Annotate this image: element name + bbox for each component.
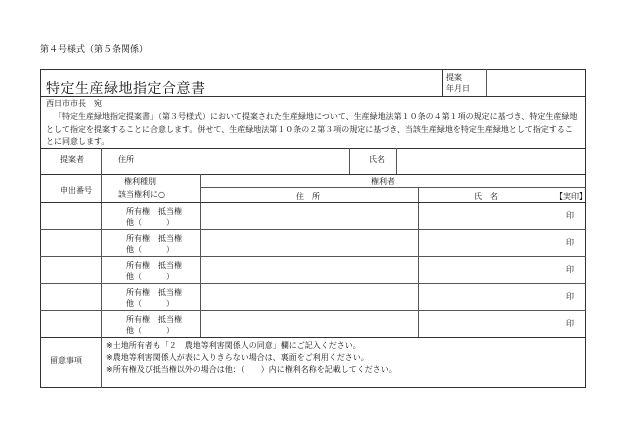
proposer-name-label: 氏名 bbox=[369, 155, 385, 164]
col-header-holder: 権利者 bbox=[371, 177, 395, 186]
row-1-number-field[interactable] bbox=[41, 203, 100, 228]
row-2-seal: 印 bbox=[566, 238, 574, 247]
date-box-divider bbox=[442, 69, 443, 96]
proposal-date-field[interactable] bbox=[488, 71, 583, 93]
row-1-rights-type[interactable]: 所有権 抵当権 bbox=[126, 207, 182, 216]
agreement-text-line-2: として指定を提案することに合意します。併せて、生産緑地法第１０条の２第３項の規定に基づき、当該生産緑地を特定生産緑地として指定するこ bbox=[46, 124, 573, 134]
row-5-rights-other[interactable]: 他（ ） bbox=[126, 326, 174, 335]
agreement-text-line-1: 「特定生産緑地指定提案書」（第３号様式）において提案された生産緑地について、生産緑地法第１０条の４第１項の規定に基づき、特定生産緑地 bbox=[54, 112, 578, 121]
row-1-name-field[interactable] bbox=[420, 203, 560, 228]
row-3-seal: 印 bbox=[566, 265, 574, 274]
col-header-address: 住 所 bbox=[296, 192, 320, 201]
note-line-3: ※所有権及び抵当権以外の場合は他：（ ）内に権利名称を記載してください。 bbox=[106, 365, 397, 374]
row-3-rights-other[interactable]: 他（ ） bbox=[126, 272, 174, 281]
row-1-address-field[interactable] bbox=[202, 203, 416, 228]
note-line-1: ※土地所有者も「２ 農地等利害関係人の同意」欄にご記入ください。 bbox=[106, 341, 361, 350]
proposer-name-field[interactable] bbox=[398, 150, 583, 172]
row-5-address-field[interactable] bbox=[202, 311, 416, 336]
row-5-seal: 印 bbox=[566, 319, 574, 328]
date-label-ymd: 年月日 bbox=[446, 84, 470, 93]
proposer-divider-1 bbox=[101, 148, 102, 174]
row-4-number-field[interactable] bbox=[41, 284, 100, 309]
row-3-name-field[interactable] bbox=[420, 257, 560, 282]
row-1-seal: 印 bbox=[566, 211, 574, 220]
col-header-number: 申出番号 bbox=[60, 186, 92, 195]
proposer-address-label: 住所 bbox=[118, 155, 134, 164]
note-line-2: ※農地等利害関係人が表に入りきらない場合は、裏面をご利用ください。 bbox=[106, 353, 369, 362]
row-4-seal: 印 bbox=[566, 292, 574, 301]
col-header-name: 氏 名 bbox=[474, 192, 498, 201]
row-2-rights-other[interactable]: 他（ ） bbox=[126, 245, 174, 254]
row-2-address-field[interactable] bbox=[202, 230, 416, 255]
row-2-number-field[interactable] bbox=[41, 230, 100, 255]
proposer-bottom-line bbox=[40, 174, 586, 175]
proposer-address-field[interactable] bbox=[138, 150, 346, 172]
agreement-text-line-3: とに同意します。 bbox=[46, 137, 110, 146]
row-3-number-field[interactable] bbox=[41, 257, 100, 282]
agreement-text bbox=[46, 111, 582, 149]
col-header-seal: 【実印】 bbox=[555, 192, 587, 201]
notes-divider bbox=[101, 337, 102, 388]
holder-subheader-line bbox=[200, 187, 586, 188]
row-1-rights-other[interactable]: 他（ ） bbox=[126, 218, 174, 227]
row-4-rights-type[interactable]: 所有権 抵当権 bbox=[126, 288, 182, 297]
row-2-rights-type[interactable]: 所有権 抵当権 bbox=[126, 234, 182, 243]
row-4-rights-other[interactable]: 他（ ） bbox=[126, 299, 174, 308]
proposer-divider-3 bbox=[396, 148, 397, 174]
proposer-divider-2 bbox=[349, 148, 350, 174]
notes-label: 留意事項 bbox=[50, 356, 82, 365]
row-4-name-field[interactable] bbox=[420, 284, 560, 309]
row-5-bottom bbox=[40, 337, 586, 338]
form-number: 第４号様式（第５条関係） bbox=[40, 45, 149, 55]
row-5-name-field[interactable] bbox=[420, 311, 560, 336]
addressee: 西日市市長 宛 bbox=[46, 99, 102, 108]
row-4-address-field[interactable] bbox=[202, 284, 416, 309]
row-5-rights-type[interactable]: 所有権 抵当権 bbox=[126, 315, 182, 324]
title-divider bbox=[40, 96, 586, 97]
date-box-inner-divider bbox=[486, 69, 487, 96]
row-3-address-field[interactable] bbox=[202, 257, 416, 282]
date-label-proposal: 提案 bbox=[446, 73, 462, 82]
proposer-label: 提案者 bbox=[60, 155, 84, 164]
col-divider-address bbox=[418, 187, 419, 337]
row-3-rights-type[interactable]: 所有権 抵当権 bbox=[126, 261, 182, 270]
col-header-rights-type: 権利種別 bbox=[124, 177, 156, 186]
row-2-name-field[interactable] bbox=[420, 230, 560, 255]
col-header-rights-mark: 該当権利に○ bbox=[118, 190, 165, 199]
row-5-number-field[interactable] bbox=[41, 311, 100, 336]
proposer-top-line bbox=[40, 148, 586, 149]
page-title: 特定生産緑地指定合意書 bbox=[46, 81, 206, 97]
